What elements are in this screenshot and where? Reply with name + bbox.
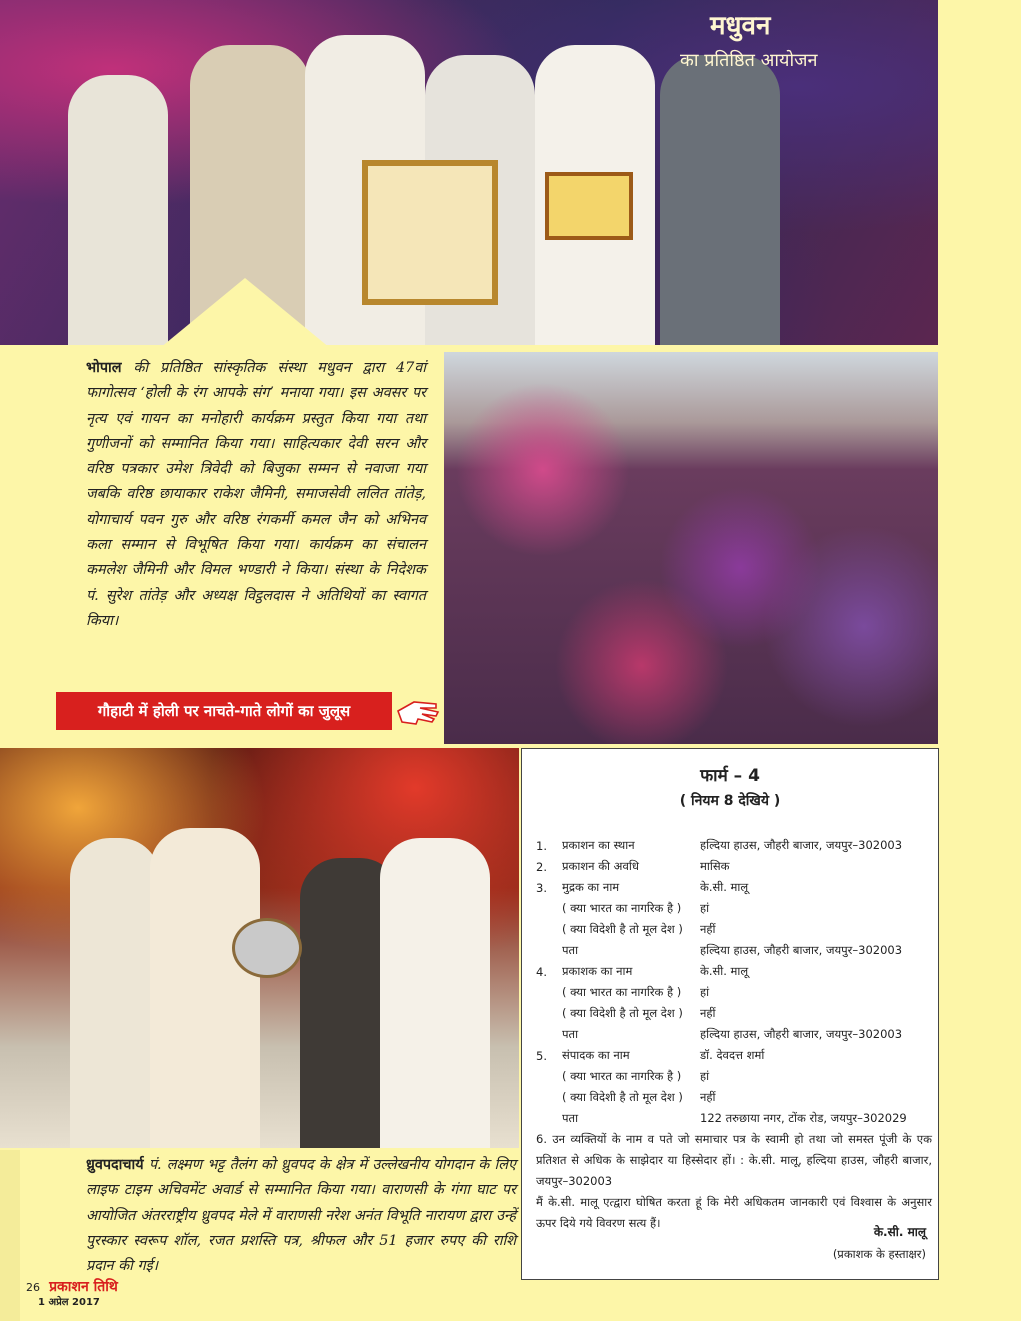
article-lead-title: ध्रुवपदाचार्य — [86, 1156, 144, 1173]
page-number: 26 — [26, 1281, 40, 1294]
row-value: नहीं — [700, 922, 716, 936]
form-row — [536, 877, 932, 898]
form-row — [536, 982, 932, 1003]
banner-title: मधुवन — [710, 11, 771, 41]
row-number: 5. — [536, 1048, 547, 1063]
form-4-box — [521, 748, 939, 1280]
form-row — [536, 1108, 932, 1129]
form-ownership-para — [536, 1129, 932, 1234]
madhuvan-article — [86, 355, 426, 634]
form-row — [536, 1045, 932, 1066]
row-value: मासिक — [700, 859, 730, 873]
article-body: पं. लक्ष्मण भट्ट तैलंग को ध्रुवपद के क्षेत्र में उल्लेखनीय योगदान के लिए लाइफ टाइम अचिवमेंट अवार्ड से सम्मानित किया गया। वाराणसी के गंगा घाट पर आयोजित अंतरराष्ट्रीय ध्रुवपद मेले में वाराणसी नरेश अनंत विभूति नारायण द्वारा उन्हें पुरस्कार स्वरूप शॉल, रजत प्रशस्ति पत्र, श्रीफल और 51 हजार रुपए की राशि प्रदान की गई। — [86, 1157, 516, 1275]
signatory-role: (प्रकाशक के हस्ताक्षर) — [832, 1247, 926, 1261]
page-footer — [26, 1276, 118, 1308]
row-label: मुद्रक का नाम — [562, 880, 620, 894]
holi-crowd-photo — [444, 352, 938, 744]
form-subtitle: ( नियम 8 देखिये ) — [679, 793, 781, 809]
ownership-text: 6. उन व्यक्तियों के नाम व पते जो समाचार पत्र के स्वामी हो तथा जो समस्त पूंजी के एक प्रतिशत से अधिक के साझेदार या हिस्सेदार हों। : के.सी. मालू, हल्दिया हाउस, जौहरी बाजार, जयपुर–302003 — [536, 1132, 932, 1188]
form-row — [536, 835, 932, 856]
row-label: पता — [562, 1111, 579, 1125]
row-label: प्रकाशक का नाम — [562, 964, 633, 978]
row-value: हल्दिया हाउस, जौहरी बाजार, जयपुर–302003 — [700, 838, 903, 852]
row-value: हां — [700, 1069, 710, 1083]
award-certificate-frame — [362, 160, 498, 305]
row-number: 3. — [536, 880, 547, 895]
row-label: पता — [562, 1027, 579, 1041]
event-photo-madhuvan — [0, 0, 938, 345]
row-value: हल्दिया हाउस, जौहरी बाजार, जयपुर–302003 — [700, 1027, 903, 1041]
form-row — [536, 856, 932, 877]
row-label: प्रकाशन की अवधि — [562, 859, 639, 873]
row-label: ( क्या विदेशी है तो मूल देश ) — [562, 922, 683, 936]
article-lead-place: भोपाल — [86, 359, 122, 376]
form-row — [536, 961, 932, 982]
row-value: हां — [700, 901, 710, 915]
form-row — [536, 1003, 932, 1024]
row-value: नहीं — [700, 1090, 716, 1104]
row-label: प्रकाशन का स्थान — [562, 838, 635, 852]
row-value: के.सी. मालू — [700, 964, 749, 978]
crowd-caption: गौहाटी में होली पर नाचते-गाते लोगों का जुलूस — [56, 692, 392, 730]
form-row — [536, 919, 932, 940]
row-label: संपादक का नाम — [562, 1048, 630, 1062]
form-row — [536, 940, 932, 961]
declaration-text: मैं के.सी. मालू एत्द्वारा घोषित करता हूं कि मेरी अधिकतम जानकारी एवं विश्वास के अनुसार ऊपर दिये गये विवरण सत्य हैं। — [536, 1195, 932, 1230]
magazine-name: प्रकाशन तिथि — [49, 1279, 118, 1295]
dhrupad-award-photo — [0, 748, 519, 1148]
row-value: के.सी. मालू — [700, 880, 749, 894]
page-edge-strip — [0, 1150, 20, 1321]
row-number: 2. — [536, 859, 547, 874]
row-value: डॉ. देवदत्त शर्मा — [700, 1048, 765, 1062]
pointing-hand-icon — [394, 692, 442, 730]
form-title: फार्म – 4 — [700, 766, 760, 786]
form-row — [536, 1087, 932, 1108]
form-row — [536, 1066, 932, 1087]
signatory-name: के.सी. मालू — [873, 1225, 926, 1239]
decorative-triangle — [160, 278, 330, 348]
row-label: ( क्या विदेशी है तो मूल देश ) — [562, 1006, 683, 1020]
row-label: ( क्या भारत का नागरिक है ) — [562, 985, 682, 999]
row-label: ( क्या भारत का नागरिक है ) — [562, 1069, 682, 1083]
form-rows — [536, 835, 932, 1129]
article-body: की प्रतिष्ठित सांस्कृतिक संस्था मधुवन द्वारा 47वां फागोत्सव ‘होली के रंग आपके संग’ मनाया गया। इस अवसर पर नृत्य एवं गायन का मनोहारी कार्यक्रम प्रस्तुत किया गया तथा गुणीजनों को सम्मानित किया गया। साहित्यकार देवी सरन और वरिष्ठ पत्रकार उमेश त्रिवेदी को बिजुका सम्मन से नवाजा गया जबकि वरिष्ठ छायाकार राकेश जैमिनी, समाजसेवी ललित तांतेड़, योगाचार्य पवन गुरु और वरिष्ठ रंगकर्मी कमल जैन को अभिनव कला सम्मान से विभूषित किया गया। कार्यक्रम का संचालन कमलेश जैमिनी और विमल भण्डारी ने किया। संस्था के निदेशक पं. सुरेश तांतेड़ और अध्यक्ष विट्ठलदास ने अतिथियों का स्वागत किया। — [86, 360, 426, 629]
row-number: 4. — [536, 964, 547, 979]
row-value: नहीं — [700, 1006, 716, 1020]
issue-date: 1 अप्रेल 2017 — [38, 1297, 100, 1308]
row-value: हां — [700, 985, 710, 999]
form-row — [536, 898, 932, 919]
row-value: हल्दिया हाउस, जौहरी बाजार, जयपुर–302003 — [700, 943, 903, 957]
dhrupad-article — [86, 1152, 516, 1279]
row-number: 1. — [536, 838, 547, 853]
banner-subtitle: का प्रतिष्ठित आयोजन — [680, 50, 818, 71]
row-value: 122 तरुछाया नगर, टोंक रोड, जयपुर–302029 — [700, 1111, 907, 1125]
form-row — [536, 1024, 932, 1045]
award-plaque — [545, 172, 633, 240]
row-label: ( क्या भारत का नागरिक है ) — [562, 901, 682, 915]
row-label: ( क्या विदेशी है तो मूल देश ) — [562, 1090, 683, 1104]
row-label: पता — [562, 943, 579, 957]
